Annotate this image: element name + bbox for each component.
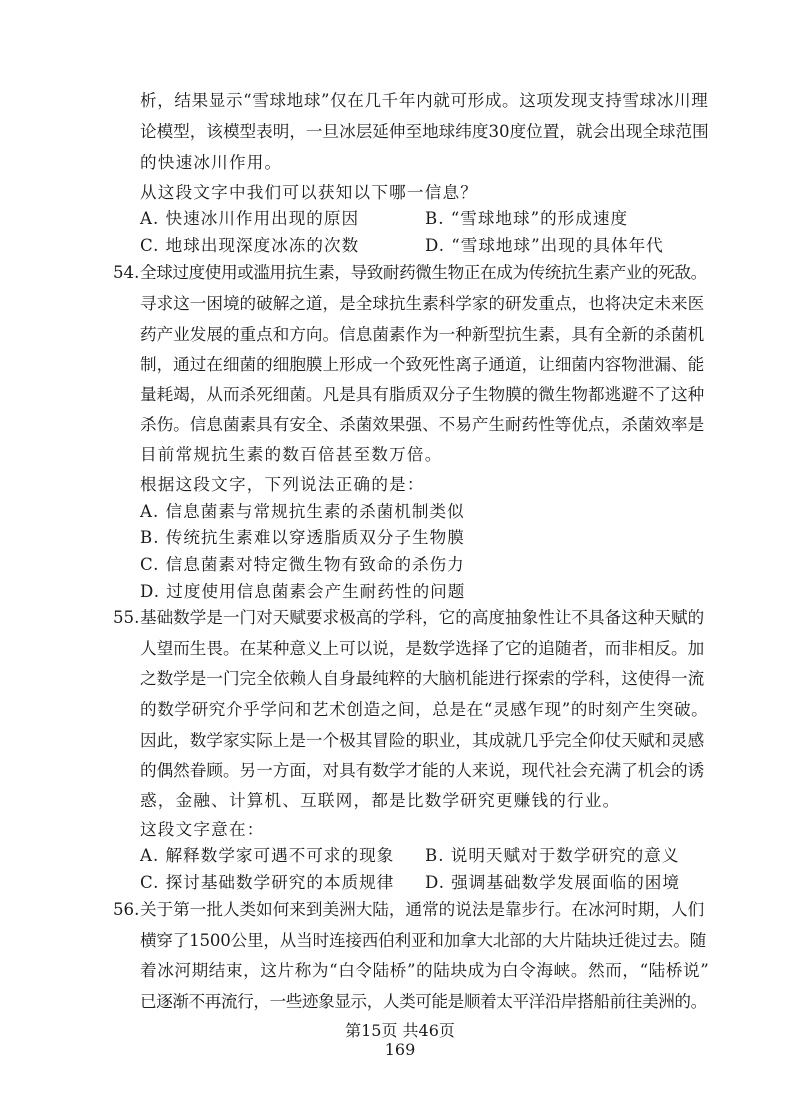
passage-line: 的偶然眷顾。另一方面，对具有数学才能的人来说，现代社会充满了机会的诱 xyxy=(140,761,705,780)
passage-line: 的快速冰川作用。 xyxy=(140,153,283,172)
passage-line: 人望而生畏。在某种意义上可以说，是数学选择了它的追随者，而非相反。加 xyxy=(140,639,705,658)
option-c: C. 信息菌素对特定微生物有致命的杀伤力 xyxy=(140,555,465,574)
passage-line: 关于第一批人类如何来到美洲大陆，通常的说法是靠步行。在冰河时期，人们 xyxy=(140,900,705,919)
option-b: B. “雪球地球”的形成速度 xyxy=(425,209,629,228)
passage-line: 全球过度使用或滥用抗生素，导致耐药微生物正在成为传统抗生素产业的死敌。 xyxy=(140,263,707,282)
passage-line: 基础数学是一门对天赋要求极高的学科，它的高度抽象性让不具备这种天赋的 xyxy=(140,608,705,627)
question-stem: 从这段文字中我们可以获知以下哪一信息？ xyxy=(140,183,479,202)
passage-line: 制，通过在细菌的细胞膜上形成一个致死性离子通道，让细菌内容物泄漏、能 xyxy=(140,355,705,374)
passage-line: 目前常规抗生素的数百倍甚至数万倍。 xyxy=(140,445,443,464)
option-b: B. 传统抗生素难以穿透脂质双分子生物膜 xyxy=(140,528,465,547)
option-a: A. 快速冰川作用出现的原因 xyxy=(140,209,360,228)
passage-line: 之数学是一门完全依赖人自身最纯粹的大脑机能进行探索的学科，这使得一流 xyxy=(140,669,705,688)
passage-line: 横穿了1500公里，从当时连接西伯利亚和加拿大北部的大片陆块迁徙过去。随 xyxy=(140,931,707,950)
passage-line: 量耗竭，从而杀死细菌。凡是具有脂质双分子生物膜的微生物都逃避不了这种 xyxy=(140,385,705,404)
option-a: A. 解释数学家可遇不可求的现象 xyxy=(140,846,395,865)
passage-line: 药产业发展的重点和方向。信息菌素作为一种新型抗生素，具有全新的杀菌机 xyxy=(140,325,705,344)
option-d: D. “雪球地球”出现的具体年代 xyxy=(425,236,664,255)
question-stem: 这段文字意在： xyxy=(140,820,265,839)
page-info: 第15页 共46页 xyxy=(345,1021,455,1040)
page-number: 169 xyxy=(384,1040,416,1059)
passage-line: 着冰河期结束，这片称为“白令陆桥”的陆块成为白令海峡。然而，“陆桥说” xyxy=(140,961,710,980)
passage-line: 已逐渐不再流行，一些迹象显示，人类可能是顺着太平洋沿岸搭船前往美洲的。 xyxy=(140,992,707,1011)
passage-line: 惑，金融、计算机、互联网，都是比数学研究更赚钱的行业。 xyxy=(140,791,621,810)
option-a: A. 信息菌素与常规抗生素的杀菌机制类似 xyxy=(140,502,465,521)
option-c: C. 探讨基础数学研究的本质规律 xyxy=(140,873,395,892)
option-d: D. 强调基础数学发展面临的困境 xyxy=(425,873,680,892)
passage-line: 论模型，该模型表明，一旦冰层延伸至地球纬度30度位置，就会出现全球范围 xyxy=(140,122,709,141)
passage-line: 的数学研究介乎学问和艺术创造之间，总是在“灵感乍现”的时刻产生突破。 xyxy=(140,700,709,719)
question-number: 55. xyxy=(113,608,140,627)
passage-line: 因此，数学家实际上是一个极其冒险的职业，其成就几乎完全仰仗天赋和灵感 xyxy=(140,731,705,750)
option-c: C. 地球出现深度冰冻的次数 xyxy=(140,236,360,255)
passage-line: 析，结果显示“雪球地球”仅在几千年内就可形成。这项发现支持雪球冰川理 xyxy=(140,91,709,110)
passage-line: 寻求这一困境的破解之道，是全球抗生素科学家的研发重点，也将决定未来医 xyxy=(140,294,705,313)
option-d: D. 过度使用信息菌素会产生耐药性的问题 xyxy=(140,582,466,601)
question-number: 54. xyxy=(113,263,140,282)
question-stem: 根据这段文字，下列说法正确的是： xyxy=(140,475,425,494)
question-number: 56. xyxy=(113,900,140,919)
passage-line: 杀伤。信息菌素具有安全、杀菌效果强、不易产生耐药性等优点，杀菌效率是 xyxy=(140,415,705,434)
option-b: B. 说明天赋对于数学研究的意义 xyxy=(425,846,680,865)
